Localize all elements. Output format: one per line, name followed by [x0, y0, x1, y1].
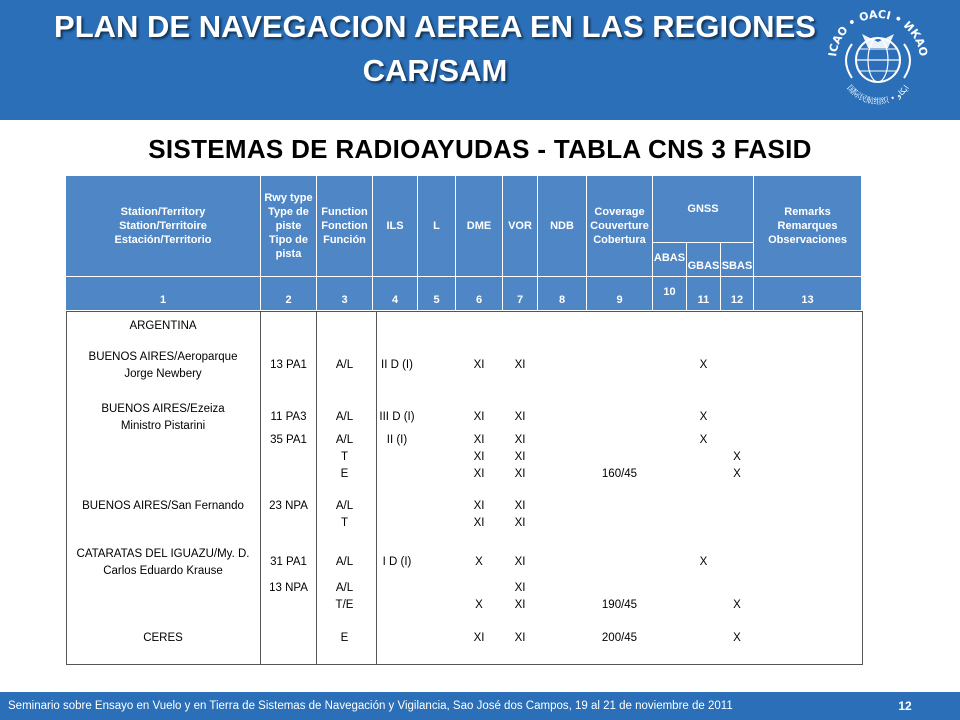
cell-vor: XI: [514, 556, 526, 568]
col-number-6: 6: [456, 277, 502, 310]
cell-function: A/L: [335, 556, 354, 568]
cell-rwy: 23 NPA: [269, 500, 308, 512]
page-title-line2: CAR/SAM: [362, 53, 508, 88]
svg-text:国际民航组织 • ايكاو: 国际民航组织 • ايكاو: [845, 83, 911, 107]
cell-station: BUENOS AIRES/San Fernando: [82, 500, 244, 512]
cell-function: T: [340, 517, 349, 529]
cell-ils: II (I): [386, 434, 408, 446]
col-number-13: 13: [754, 277, 861, 310]
header-remarks: Remarks Remarques Observaciones: [754, 176, 861, 276]
cell-abas: X: [699, 359, 708, 371]
cell-rwy: 13 NPA: [269, 582, 308, 594]
cell-vor: XI: [514, 517, 526, 529]
header-gnss: GNSS: [653, 176, 753, 242]
cell-vor: XI: [514, 451, 526, 463]
cell-ils: III D (I): [379, 411, 415, 423]
cell-dme: XI: [473, 468, 485, 480]
cell-abas: X: [699, 434, 708, 446]
page-title-line1: PLAN DE NAVEGACION AEREA EN LAS REGIONES: [54, 9, 816, 44]
col-number-3: 3: [317, 277, 372, 310]
header-abas: ABAS: [653, 243, 686, 276]
cell-function: A/L: [335, 411, 354, 423]
cell-dme: X: [475, 556, 483, 568]
page-number: 12: [898, 699, 912, 713]
col-number-10: 10: [653, 277, 686, 310]
header-l: L: [418, 176, 455, 276]
footer-text: Seminario sobre Ensayo en Vuelo y en Tierra de Sistemas de Navegación y Vigilancia, Sao José dos Campos, 19 al 21 de noviembre de 2011: [8, 700, 733, 712]
header-sbas: SBAS: [721, 243, 753, 276]
cell-function: A/L: [335, 500, 354, 512]
cell-vor: XI: [514, 359, 526, 371]
cell-coverage: 200/45: [601, 632, 638, 644]
cell-dme: XI: [473, 517, 485, 529]
cell-function: E: [340, 468, 349, 480]
cell-dme: XI: [473, 434, 485, 446]
cell-dme: X: [475, 599, 483, 611]
header-ndb: NDB: [538, 176, 586, 276]
col-number-2: 2: [261, 277, 316, 310]
header-station: Station/Territory Station/Territoire Estación/Territorio: [66, 176, 260, 276]
col-number-1: 1: [66, 277, 260, 310]
cell-vor: XI: [514, 500, 526, 512]
cell-function: T: [340, 451, 349, 463]
col-number-11: 11: [687, 277, 720, 310]
col-number-4: 4: [373, 277, 417, 310]
cell-vor: XI: [514, 411, 526, 423]
cell-dme: XI: [473, 359, 485, 371]
cell-dme: XI: [473, 411, 485, 423]
cell-abas: X: [699, 411, 708, 423]
cell-function: A/L: [335, 434, 354, 446]
cell-rwy: 13 PA1: [270, 359, 307, 371]
cell-ils: II D (I): [381, 359, 413, 371]
cell-coverage: 190/45: [601, 599, 638, 611]
header-dme: DME: [456, 176, 502, 276]
cell-rwy: 31 PA1: [270, 556, 307, 568]
svg-text:ICAO • OACI • ИКАО: ICAO • OACI • ИКАО: [826, 7, 930, 58]
header-gbas: GBAS: [687, 243, 720, 276]
cell-function: A/L: [335, 582, 354, 594]
cell-dme: XI: [473, 451, 485, 463]
col-number-5: 5: [418, 277, 455, 310]
table-title: SISTEMAS DE RADIOAYUDAS - TABLA CNS 3 FASID: [148, 134, 812, 164]
footer-bar: [0, 692, 960, 720]
cell-dme: XI: [473, 500, 485, 512]
header-coverage: Coverage Couverture Cobertura: [587, 176, 652, 276]
cell-sbas: X: [733, 451, 741, 463]
cell-dme: XI: [473, 632, 485, 644]
cell-sbas: X: [733, 632, 741, 644]
header-bar: [0, 0, 960, 120]
cell-vor: XI: [514, 434, 526, 446]
col-number-7: 7: [503, 277, 537, 310]
cell-sbas: X: [733, 599, 741, 611]
cell-abas: X: [699, 556, 708, 568]
col-number-12: 12: [721, 277, 753, 310]
header-vor: VOR: [503, 176, 537, 276]
cell-function: E: [340, 632, 349, 644]
cell-function: A/L: [335, 359, 354, 371]
cell-station: CATARATAS DEL IGUAZU/My. D. Carlos Eduardo Krause: [76, 548, 250, 577]
cell-vor: XI: [514, 632, 526, 644]
col-number-8: 8: [538, 277, 586, 310]
cell-coverage: 160/45: [601, 468, 638, 480]
cell-station: BUENOS AIRES/Ezeiza Ministro Pistarini: [101, 403, 225, 432]
cell-rwy: 35 PA1: [270, 434, 307, 446]
header-function: Function Fonction Función: [317, 176, 372, 276]
icao-logo: [822, 4, 934, 116]
cell-function: T/E: [335, 599, 354, 611]
cell-station: ARGENTINA: [129, 320, 197, 332]
cell-vor: XI: [514, 468, 526, 480]
cell-vor: XI: [514, 582, 526, 594]
cell-station: CERES: [143, 632, 183, 644]
cell-station: BUENOS AIRES/Aeroparque Jorge Newbery: [88, 351, 238, 380]
col-number-9: 9: [587, 277, 652, 310]
header-ils: ILS: [373, 176, 417, 276]
cell-sbas: X: [733, 468, 741, 480]
cell-rwy: 11 PA3: [270, 411, 307, 423]
cell-vor: XI: [514, 599, 526, 611]
header-rwy: Rwy type Type de piste Tipo de pista: [261, 176, 316, 276]
cell-ils: I D (I): [382, 556, 412, 568]
